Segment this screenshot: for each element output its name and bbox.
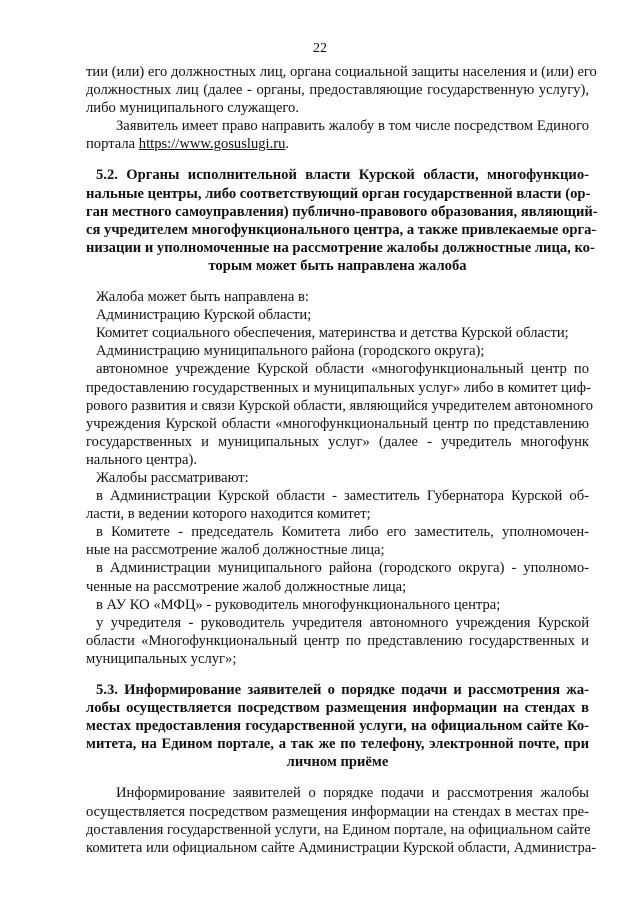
heading-line: 5.2. Органы исполнительной власти Курской области, многофункцио- <box>96 167 589 184</box>
heading-line: ся учредителем многофункционального центра, а также привлекаемые орга- <box>86 221 597 238</box>
text-line: Администрацию муниципального района (городского округа); <box>96 343 485 360</box>
text-line <box>86 135 589 153</box>
section-5-2-heading <box>86 166 598 275</box>
text-line: ные на рассмотрение жалоб должностные лица; <box>86 542 385 559</box>
section-5-3-body <box>86 784 597 856</box>
text-line: в Комитете - председатель Комитета либо его заместитель, уполномочен- <box>96 524 589 541</box>
text-line: муниципальных услуг»; <box>86 650 237 667</box>
portal-suffix: . <box>285 136 290 153</box>
heading-line: лобы осуществляется посредством размещения информации на стендах в <box>86 700 589 717</box>
section-5-3-heading <box>86 681 589 771</box>
text-line: нального центра). <box>86 451 197 468</box>
portal-prefix: портала <box>86 136 139 153</box>
heading-line: нальные центры, либо соответствующий орган государственной власти (ор- <box>86 185 591 202</box>
text-line: в Администрации Курской области - заместитель Губернатора Курской об- <box>96 488 589 505</box>
text-line: Информирование заявителей о порядке подачи и рассмотрения жалобы <box>116 785 589 802</box>
text-line: в Администрации муниципального района (городского округа) - уполномо- <box>96 560 589 577</box>
gosuslugi-link[interactable]: https://www.gosuslugi.ru <box>138 136 286 153</box>
text-line: Заявитель имеет право направить жалобу в том числе посредством Единого <box>116 118 589 135</box>
text-line: в АУ КО «МФЦ» - руководитель многофункционального центра; <box>96 596 501 613</box>
text-line: должностных лиц (далее - органы, предоставляющие государственную услугу), <box>86 82 589 99</box>
page-number: 22 <box>313 41 327 56</box>
text-line: ласти, в ведении которого находится комитет; <box>86 506 371 523</box>
intro-paragraph <box>86 63 597 117</box>
heading-line: низации и уполномоченные на рассмотрение жалобы должностные лица, ко- <box>86 239 595 256</box>
text-line: либо муниципального служащего. <box>86 100 299 117</box>
portal-paragraph <box>86 117 589 153</box>
document-body <box>86 63 598 857</box>
section-5-2-body <box>86 288 594 668</box>
heading-line: торым может быть направлена жалоба <box>208 257 467 274</box>
heading-line: 5.3. Информирование заявителей о порядке подачи и рассмотрения жа- <box>96 682 589 698</box>
heading-line: митета, на Едином портале, а так же по телефону, электронной почте, при <box>86 736 589 753</box>
text-line: Жалоба может быть направлена в: <box>96 289 309 306</box>
text-line: Администрацию Курской области; <box>96 307 312 324</box>
text-line: комитета или официальном сайте Администрации Курской области, Администра- <box>86 839 597 856</box>
text-line: области «Многофункциональный центр по представлению государственных и <box>86 632 589 649</box>
text-line: доставления государственной услуги, на Едином портале, на официальном сайте <box>86 821 591 838</box>
text-line: Жалобы рассматривают: <box>96 469 249 486</box>
text-line: тии (или) его должностных лиц, органа социальной защиты населения и (или) его <box>86 64 597 80</box>
heading-line: местах предоставления государственной услуги, на официальном сайте Ко- <box>86 718 589 735</box>
heading-line: ган местного самоуправления) публично-правового образования, являющий- <box>86 203 598 220</box>
text-line: предоставлению государственных и муниципальных услуг» либо в комитет циф- <box>86 379 591 396</box>
text-line: Комитет социального обеспечения, материнства и детства Курской области; <box>96 325 569 342</box>
text-line: осуществляется посредством размещения информации на стендах в местах пре- <box>86 803 589 820</box>
text-line: государственных и муниципальных услуг» (далее - учредитель многофунк <box>86 433 589 450</box>
text-line: у учредителя - руководитель учредителя автономного учреждения Курской <box>96 614 589 631</box>
text-line: рового развития и связи Курской области, являющийся учредителем автономного <box>86 397 594 414</box>
text-line: учреждения Курской области «многофункциональный центр по представлению <box>86 415 589 432</box>
heading-line: личном приёме <box>286 754 389 771</box>
text-line: автономное учреждение Курской области «многофункциональный центр по <box>96 361 589 378</box>
text-line: ченные на рассмотрение жалоб должностные лица; <box>86 578 407 595</box>
